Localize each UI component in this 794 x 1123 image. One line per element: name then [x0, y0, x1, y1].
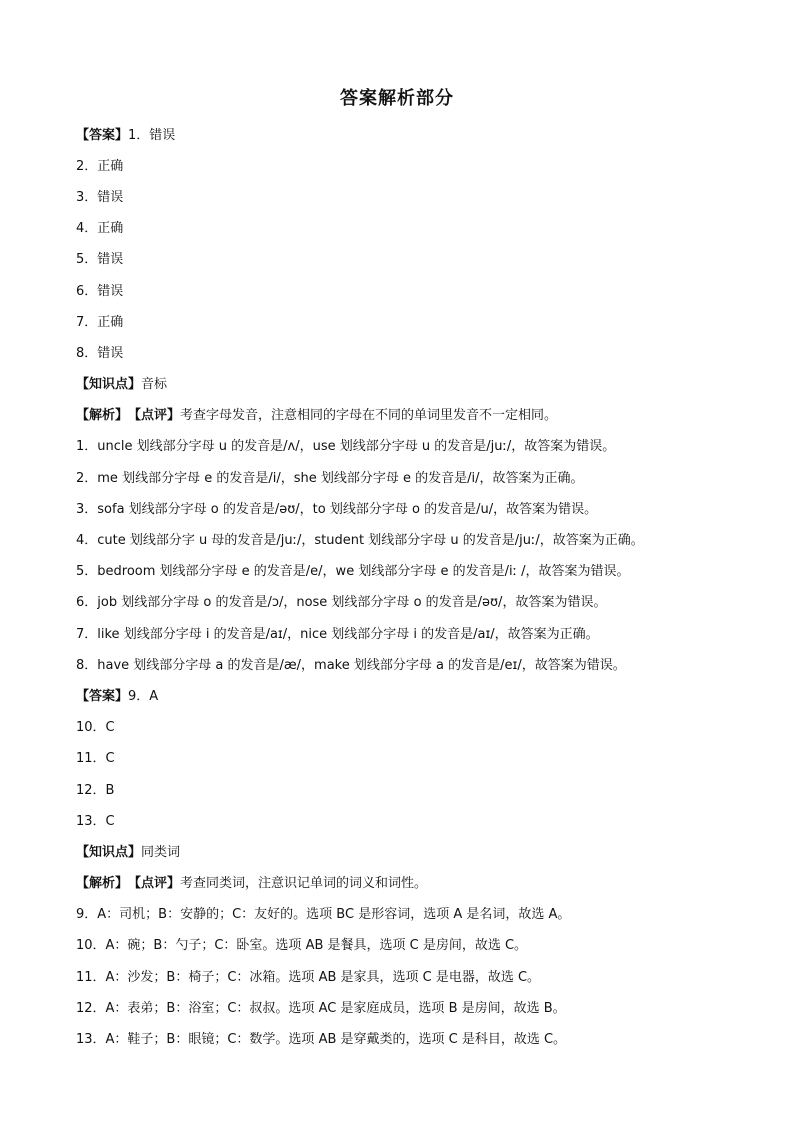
answer-line [76, 120, 766, 151]
analysis-tag: 【解析】 [76, 876, 129, 892]
explanation-item: 2．me 划线部分字母 e 的发音是/i/，she 划线部分字母 e 的发音是/i/，故答案为正确。 [76, 470, 584, 486]
answer-item: 5．错误 [76, 252, 124, 268]
answer-item: 6．错误 [76, 283, 124, 299]
explanation-item: 5．bedroom 划线部分字母 e 的发音是/e/，we 划线部分字母 e 的发音是/iː /，故答案为错误。 [76, 564, 630, 580]
answer-item: 9．A [128, 688, 159, 704]
answer-tag: 【答案】 [76, 688, 129, 704]
explanation-item: 9．A：司机；B：安静的；C：友好的。选项 BC 是形容词，选项 A 是名词，故选 A。 [76, 907, 571, 923]
answer-item: 7．正确 [76, 314, 124, 330]
knowledge-point: 同类词 [141, 844, 181, 860]
knowledge-line [76, 370, 766, 401]
explanation-item: 7．like 划线部分字母 i 的发音是/aɪ/，nice 划线部分字母 i 的发音是/aɪ/，故答案为正确。 [76, 626, 599, 642]
explanation-item: 8．have 划线部分字母 a 的发音是/æ/，make 划线部分字母 a 的发音是/eɪ/，故答案为错误。 [76, 657, 626, 673]
answer-tag: 【答案】 [76, 127, 129, 143]
page-title: 答案解析部分 [340, 88, 454, 109]
explanation-item: 12．A：表弟；B：浴室；C：叔叔。选项 AC 是家庭成员，选项 B 是房间，故选 B。 [76, 1000, 566, 1016]
answer-item: 12．B [76, 782, 115, 798]
knowledge-tag: 【知识点】 [76, 844, 142, 860]
analysis-intro: 考查字母发音，注意相同的字母在不同的单词里发音不一定相同。 [180, 408, 558, 424]
answer-analysis-body [76, 120, 766, 1056]
explanation-item: 13．A：鞋子；B：眼镜；C：数学。选项 AB 是穿戴类的，选项 C 是科目，故选 C。 [76, 1032, 567, 1048]
answer-item: 10．C [76, 720, 115, 736]
explanation-item: 1．uncle 划线部分字母 u 的发音是/ʌ/，use 划线部分字母 u 的发音是/juː/，故答案为错误。 [76, 439, 616, 455]
answer-item: 11．C [76, 751, 115, 767]
explanation-item: 3．sofa 划线部分字母 o 的发音是/əʊ/，to 划线部分字母 o 的发音是/u/，故答案为错误。 [76, 501, 598, 517]
answer-item: 8．错误 [76, 345, 124, 361]
explanation-item: 6．job 划线部分字母 o 的发音是/ɔ/，nose 划线部分字母 o 的发音是/əʊ/，故答案为错误。 [76, 595, 607, 611]
comment-tag: 【点评】 [128, 876, 181, 892]
explanation-item: 10．A：碗；B：勺子；C：卧室。选项 AB 是餐具，选项 C 是房间，故选 C。 [76, 938, 528, 954]
explanation-item: 4．cute 划线部分字 u 母的发音是/juː/，student 划线部分字母 u 的发音是/juː/，故答案为正确。 [76, 533, 644, 549]
answer-item: 2．正确 [76, 158, 124, 174]
comment-tag: 【点评】 [128, 408, 181, 424]
analysis-line [76, 401, 766, 432]
knowledge-point: 音标 [141, 377, 168, 393]
answer-line [76, 681, 766, 712]
analysis-line [76, 869, 766, 900]
answer-item: 4．正确 [76, 221, 124, 237]
answer-item: 1．错误 [128, 127, 176, 143]
answer-item: 3．错误 [76, 189, 124, 205]
knowledge-line [76, 837, 766, 868]
knowledge-tag: 【知识点】 [76, 377, 142, 393]
analysis-intro: 考查同类词，注意识记单词的词义和词性。 [180, 876, 428, 892]
explanation-item: 11．A：沙发；B：椅子；C：冰箱。选项 AB 是家具，选项 C 是电器，故选 C。 [76, 969, 541, 985]
answer-item: 13．C [76, 813, 115, 829]
analysis-tag: 【解析】 [76, 408, 129, 424]
